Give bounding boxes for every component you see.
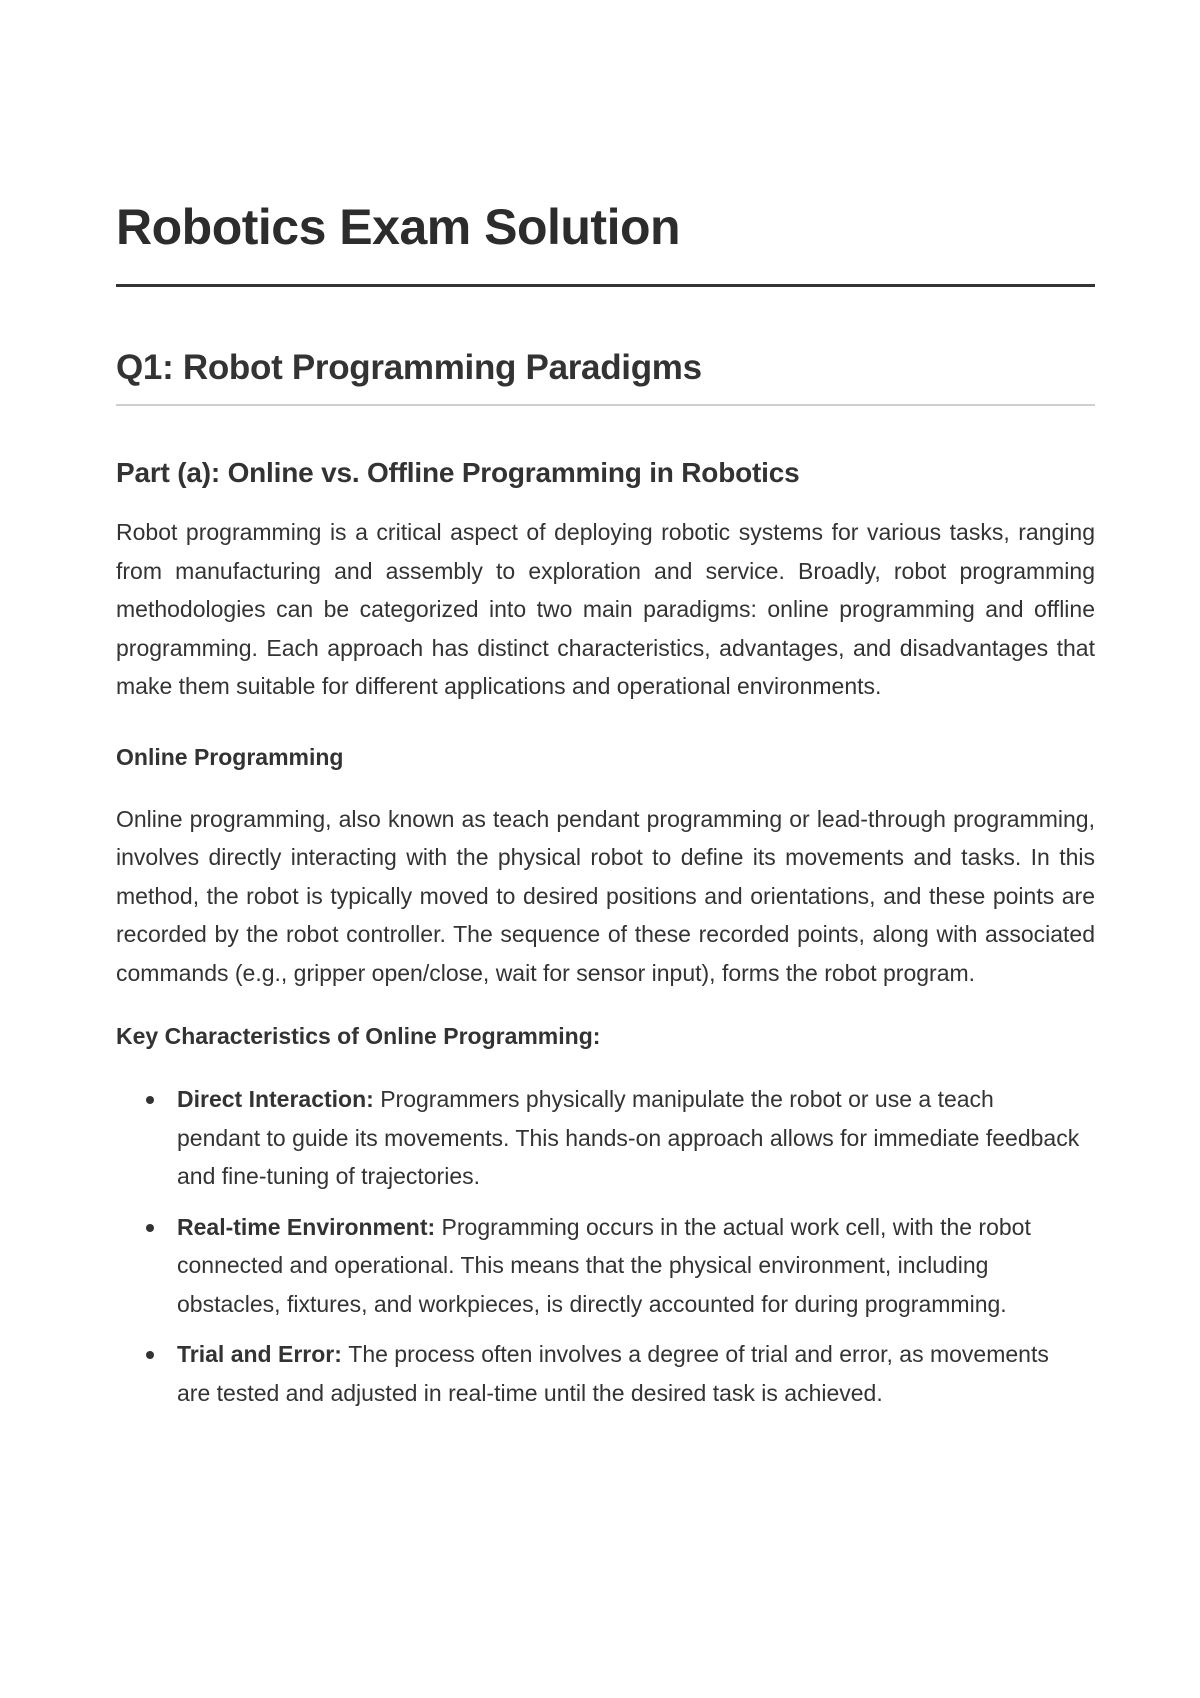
part-heading: Part (a): Online vs. Offline Programming in Robotics — [116, 457, 800, 488]
title-divider — [116, 284, 1095, 287]
document-page — [116, 192, 1095, 1424]
bullet-icon — [146, 1096, 154, 1104]
bullet-icon — [146, 1351, 154, 1359]
list-item-text: Programming occurs in the actual work cell, with the robot connected and operational. This means that the physical environment, including obstacles, fixtures, and workpieces, is directly accounted for during programming. — [177, 1213, 1031, 1317]
section-divider — [116, 404, 1095, 406]
key-characteristics-heading: Key Characteristics of Online Programming: — [116, 1023, 601, 1049]
list-item-term: Real-time Environment: — [177, 1213, 442, 1240]
online-programming-heading: Online Programming — [116, 743, 344, 770]
bullet-icon — [146, 1224, 154, 1232]
list-item — [116, 1080, 1095, 1196]
list-item-text: The process often involves a degree of trial and error, as movements are tested and adjusted in real-time until the desired task is achieved. — [177, 1341, 1049, 1406]
list-item-term: Direct Interaction: — [177, 1086, 381, 1112]
list-item-term: Trial and Error: — [177, 1341, 349, 1367]
list-item — [116, 1208, 1095, 1324]
online-programming-paragraph: Online programming, also known as teach pendant programming or lead-through programming, involves directly interacting with the physical robot to define its movements and tasks. In this method, the robot is typically moved to desired positions and orientations, and these points are recorded by the robot controller. The sequence of these recorded points, along with associated commands (e.g., gripper open/close, wait for sensor input), forms the robot program. — [116, 805, 1095, 986]
list-item — [116, 1335, 1095, 1412]
section-heading: Q1: Robot Programming Paradigms — [116, 348, 702, 387]
document-title: Robotics Exam Solution — [116, 199, 681, 255]
list-item-text: Programmers physically manipulate the robot or use a teach pendant to guide its movements. This hands-on approach allows for immediate feedback and fine-tuning of trajectories. — [177, 1086, 1080, 1189]
key-characteristics-list — [116, 1080, 1095, 1412]
intro-paragraph: Robot programming is a critical aspect of deploying robotic systems for various tasks, ranging from manufacturing and assembly to exploration and service. Broadly, robot programming methodologies can be categorized into two main paradigms: online programming and offline programming. Each approach has distinct characteristics, advantages, and disadvantages that make them suitable for different applications and operational environments. — [116, 519, 1095, 699]
